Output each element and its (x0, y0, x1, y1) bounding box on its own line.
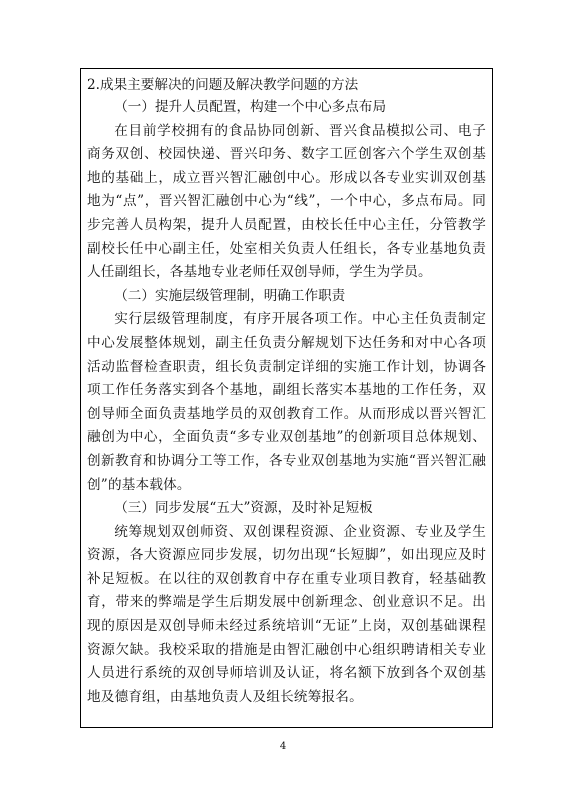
paragraph-3: 统筹规划双创师资、双创课程资源、企业资源、专业及学生资源，各大资源应同步发展，切勿出现“长短脚”，如出现应及时补足短板。在以往的双创教育中存在重专业项目教育，轻基础教育，带来的弊端是学生后期发展中创新理念、创业意识不足。出现的原因是双创导师未经过系统培训“无证”上岗，双创基础课程资源欠缺。我校采取的措施是由智汇融创中心组织聘请相关专业人员进行系统的双创导师培训及认证，将名额下放到各个双创基地及德育组，由基地负责人及组长统筹报名。 (87, 523, 486, 705)
paragraph-2: 实行层级管理制度，有序开展各项工作。中心主任负责制定中心发展整体规划，副主任负责分解规划下达任务和对中心各项活动监督检查职责，组长负责制定详细的实施工作计划，协调各项工作任务落实到各个基地，副组长落实本基地的工作任务，双创导师全面负责基地学员的双创教育工作。从而形成以晋兴智汇融创为中心，全面负责“多专业双创基地”的创新项目总体规划、创新教育和协调分工等工作，各专业双创基地为实施“晋兴智汇融创”的基本载体。 (87, 311, 486, 493)
section-title: 2.成果主要解决的问题及解决教学问题的方法 (87, 77, 359, 93)
page-number: 4 (279, 741, 287, 752)
subheading-2: （二）实施层级管理制，明确工作职责 (114, 287, 346, 304)
subheading-3: （三）同步发展“五大”资源，及时补足短板 (114, 500, 373, 517)
paragraph-1: 在目前学校拥有的食品协同创新、晋兴食品模拟公司、电子商务双创、校园快递、晋兴印务、数字工匠创客六个学生双创基地的基础上，成立晋兴智汇融创中心。形成以各专业实训双创基地为“点”，晋兴智汇融创中心为“线”，一个中心，多点布局。同步完善人员构架，提升人员配置，由校长任中心主任，分管教学副校长任中心副主任，处室相关负责人任组长，各专业基地负责人任副组长，各基地专业老师任双创导师，学生为学员。 (87, 122, 486, 281)
content-box (80, 68, 493, 728)
subheading-1: （一）提升人员配置，构建一个中心多点布局 (114, 99, 387, 115)
